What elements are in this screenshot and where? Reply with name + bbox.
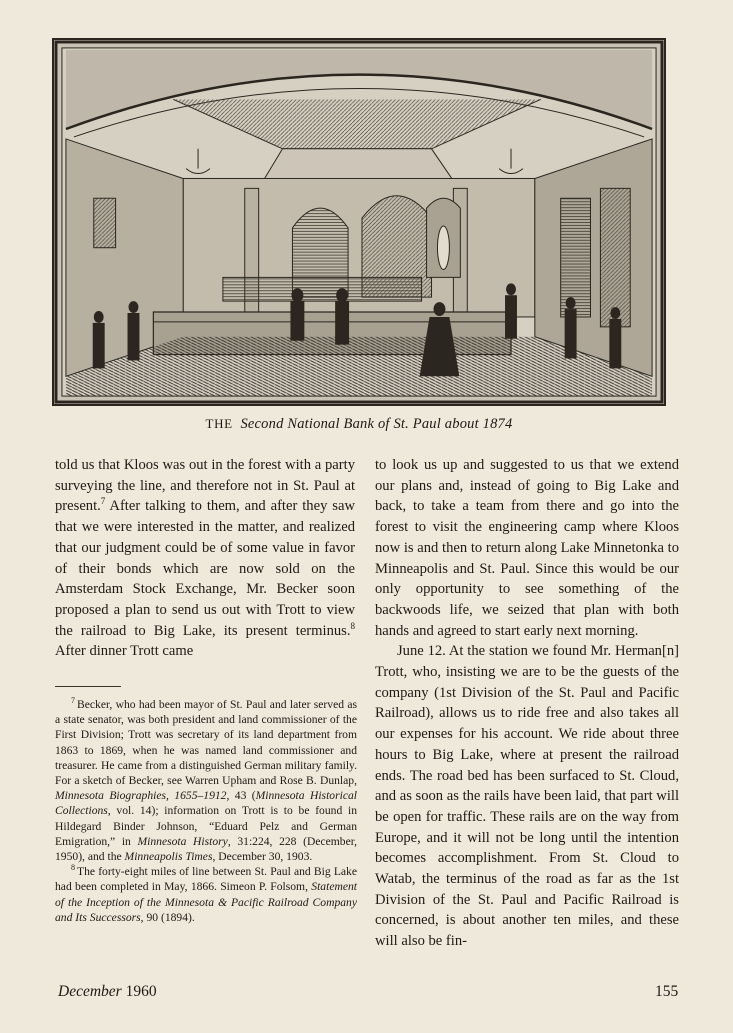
footnote-divider <box>55 686 121 687</box>
footnote-7 <box>55 697 357 864</box>
fn7-text-d: , 31:224, 228 (December, 1950), and the <box>55 834 358 864</box>
fn7-text-a: Becker, who had been mayor of St. Paul and later served as a state senator, was both president and land commissioner of the First Division; Trott was secretary of its land department from 1863 to 1869, when he was named land commissioner and treasurer. He came from a distinguished German military family. For a sketch of Becker, see Warren Upham and Rose B. Dunlap, <box>55 698 357 788</box>
footnote-ref-7: 7 <box>100 496 106 507</box>
fn7-italic-2: Minnesota Historical Collections <box>55 789 357 818</box>
fn8-italic-1: Statement of the Inception of the Minnesota & Pacific Railroad Company and Its Successors <box>55 880 357 924</box>
fn7-text-c: , vol. 14); information on Trott is to be found in Hildegard Binder Johnson, “Eduard Pelz and German Emigration,” in <box>55 804 357 848</box>
left-column-paragraph <box>55 455 355 662</box>
issue-year: 1960 <box>121 983 157 1000</box>
left-column <box>55 455 355 662</box>
footnote-7-mark: 7 <box>71 696 75 706</box>
fn7-italic-3: Minnesota History <box>137 834 228 848</box>
issue-month: December <box>58 983 122 1000</box>
right-paragraph-1: to look us up and suggested to us that we extend our plans and, instead of going to Big Lake and back, to take a team from there and go into the forest to visit the engineering camp where Kloos now is and then to return along Lake Minnetonka to Minneapolis and St. Paul. Since this would be our only opportunity to see something of the backwoods life, we seized that plan with both hands and agreed to start early next morning. <box>375 457 679 639</box>
caption-title: Second National Bank of St. Paul about 1874 <box>240 416 513 432</box>
fn7-text-e: , December 30, 1903. <box>212 850 313 864</box>
fn8-text-a: The forty-eight miles of line between St. Paul and Big Lake had been completed in May, 1866. Simeon P. Folsom, <box>55 865 357 894</box>
footnote-8-mark: 8 <box>71 863 75 873</box>
left-text-c: After dinner Trott came <box>55 643 194 660</box>
engraving-illustration <box>54 40 664 404</box>
footnote-ref-8: 8 <box>350 620 355 631</box>
fn7-text-b: , 43 ( <box>226 789 256 803</box>
caption-lead: THE <box>205 416 233 431</box>
right-column <box>375 455 679 952</box>
fn7-italic-1: Minnesota Biographies, 1655–1912 <box>55 789 227 803</box>
fn8-text-b: , 90 (1894). <box>140 910 195 924</box>
issue-date <box>58 983 157 1001</box>
footnotes <box>55 697 357 925</box>
fn7-italic-4: Minneapolis Times <box>124 850 213 864</box>
figure-caption <box>52 416 666 433</box>
left-text-a: told us that Kloos was out in the forest with a party surveying the line, and therefore not in St. Paul at present. <box>55 457 355 515</box>
bank-interior-engraving <box>52 38 666 406</box>
page-number: 155 <box>655 983 679 1000</box>
footnote-8 <box>55 864 357 925</box>
right-paragraph-2: June 12. At the station we found Mr. Herman[n] Trott, who, insisting we are to be the guests of the company (1st Division of the St. Paul and Pacific Railroad), allows us to ride free and also takes all our expenses for his account. We ride about three hours to Big Lake, where at present the railroad ends. The road bed has been surfaced to St. Cloud, and as soon as the rails have been laid, that part will be open for traffic. These rails are on the way from Europe, and it will not be long until the intention becomes accomplishment. From St. Cloud to Watab, the terminus of the road as far as the 1st Division of the St. Paul and Pacific Railroad is concerned, is about another ten miles, and these will also be fin- <box>375 643 679 950</box>
left-text-b: After talking to them, and after they saw that we were interested in the matter, and realized that our judgment could be of some value in favor of their bonds which are now sold on the Amsterdam Stock Exchange, Mr. Becker soon proposed a plan to send us out with Trott to view the railroad to Big Lake, its present terminus. <box>55 498 355 639</box>
